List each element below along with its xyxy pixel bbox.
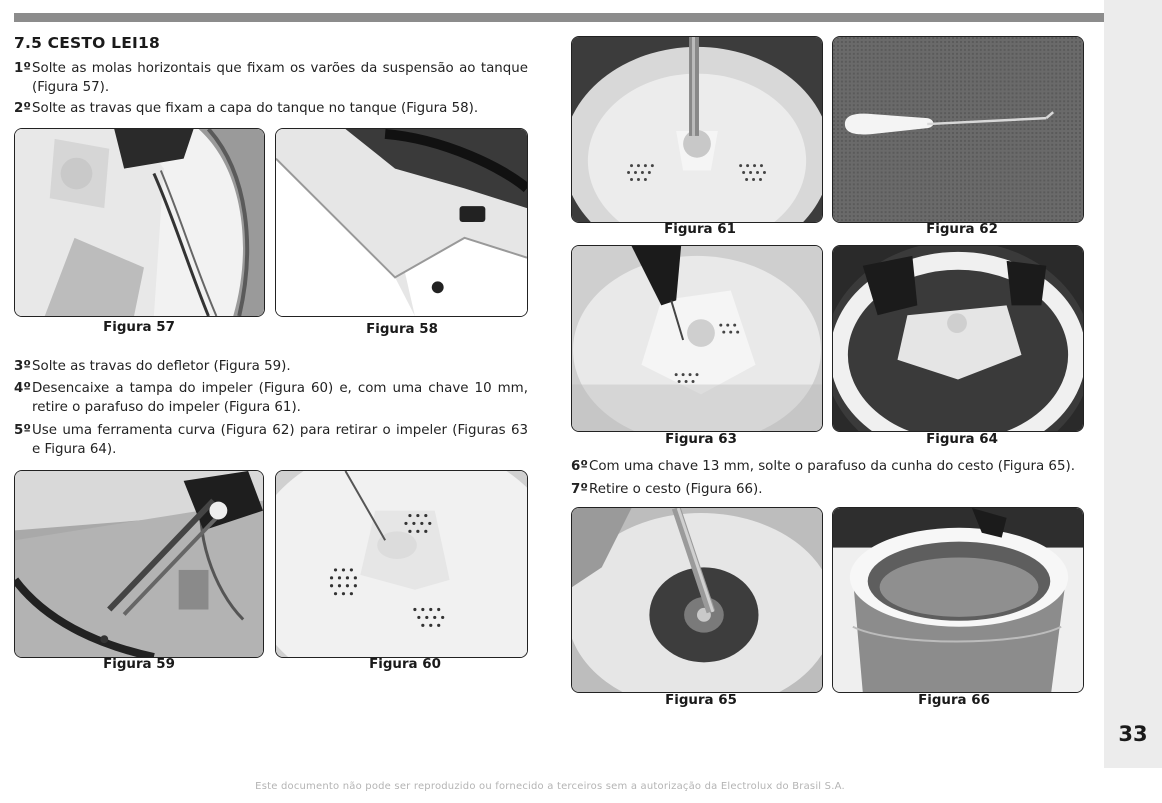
figure-66-photo: [832, 507, 1084, 693]
step-number: 1º: [14, 61, 31, 76]
step-number: 6º: [571, 459, 588, 474]
washer-photo-icon: [15, 471, 263, 657]
washer-photo-icon: [15, 129, 264, 316]
figure-57-caption: Figura 57: [103, 320, 175, 335]
washer-photo-icon: [833, 37, 1083, 222]
figure-63-caption: Figura 63: [665, 432, 737, 447]
figure-59-photo: [14, 470, 264, 658]
step-4: [14, 379, 528, 417]
washer-photo-icon: [572, 508, 822, 692]
washer-photo-icon: [833, 508, 1083, 692]
step-6: [571, 457, 1096, 476]
step-number: 4º: [14, 381, 31, 396]
step-number: 7º: [571, 482, 588, 497]
step-number: 5º: [14, 423, 31, 438]
figure-57-photo: [14, 128, 265, 317]
footer-disclaimer: Este documento não pode ser reproduzido ou fornecido a terceiros sem a autorização da Electrolux do Brasil S.A.: [255, 781, 845, 792]
page-number: 33: [1118, 722, 1148, 746]
step-text: Com uma chave 13 mm, solte o parafuso da cunha do cesto (Figura 65).: [589, 459, 1075, 474]
figure-64-caption: Figura 64: [926, 432, 998, 447]
step-7: [571, 480, 1096, 499]
figure-60-caption: Figura 60: [369, 657, 441, 672]
figure-59-caption: Figura 59: [103, 657, 175, 672]
page-margin-bar: [1104, 0, 1162, 768]
step-3: [14, 357, 528, 376]
step-text: Solte as molas horizontais que fixam os varões da suspensão ao tanque (Figura 57).: [32, 61, 528, 95]
washer-photo-icon: [276, 471, 527, 657]
step-2: [14, 99, 528, 118]
top-rule: [14, 13, 1104, 22]
step-text: Solte as travas que fixam a capa do tanque no tanque (Figura 58).: [32, 101, 479, 116]
section-title: 7.5 CESTO LEI18: [14, 34, 160, 52]
figure-66-caption: Figura 66: [918, 693, 990, 708]
figure-62-photo: [832, 36, 1084, 223]
step-text: Use uma ferramenta curva (Figura 62) para retirar o impeler (Figuras 63 e Figura 64).: [32, 423, 528, 457]
step-text: Desencaixe a tampa do impeler (Figura 60) e, com uma chave 10 mm, retire o parafuso do impeler (Figura 61).: [32, 381, 528, 415]
step-number: 2º: [14, 101, 31, 116]
washer-photo-icon: [572, 37, 822, 222]
figure-60-photo: [275, 470, 528, 658]
figure-61-photo: [571, 36, 823, 223]
washer-photo-icon: [833, 246, 1083, 431]
step-text: Retire o cesto (Figura 66).: [589, 482, 763, 497]
figure-62-caption: Figura 62: [926, 222, 998, 237]
step-1: [14, 59, 528, 97]
figure-58-caption: Figura 58: [366, 322, 438, 337]
figure-61-caption: Figura 61: [664, 222, 736, 237]
figure-65-photo: [571, 507, 823, 693]
step-number: 3º: [14, 359, 31, 374]
washer-photo-icon: [276, 129, 527, 316]
figure-63-photo: [571, 245, 823, 432]
step-text: Solte as travas do defletor (Figura 59).: [32, 359, 291, 374]
washer-photo-icon: [572, 246, 822, 431]
step-5: [14, 421, 528, 459]
figure-64-photo: [832, 245, 1084, 432]
figure-58-photo: [275, 128, 528, 317]
figure-65-caption: Figura 65: [665, 693, 737, 708]
